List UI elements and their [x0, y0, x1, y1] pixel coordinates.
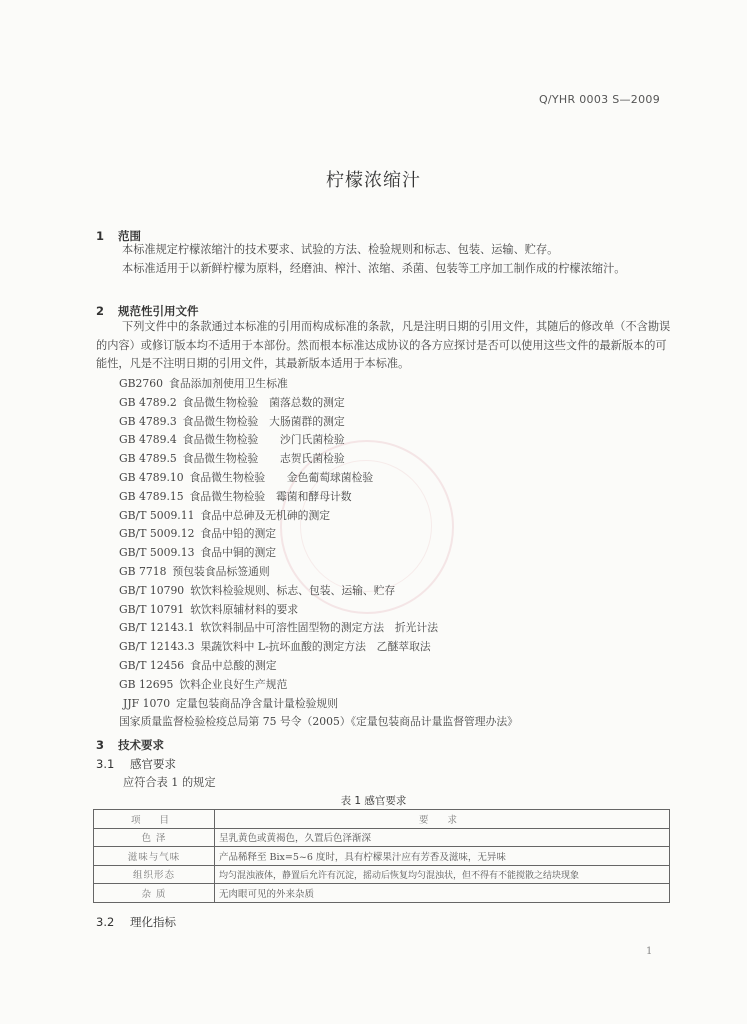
document-title: 柠檬浓缩汁 [326, 170, 421, 191]
reference-item: GB 4789.15 食品微生物检验 霉菌和酵母计数 [119, 489, 352, 503]
table-row [94, 847, 670, 866]
reference-item: GB2760 食品添加剂使用卫生标准 [119, 377, 288, 390]
section-1-paragraph-2: 本标准适用于以新鲜柠檬为原料，经磨油、榨汁、浓缩、杀菌、包装等工序加工制作成的柠檬浓缩汁。 [122, 262, 626, 275]
section-title: 理化指标 [130, 915, 176, 929]
column-header-item: 项 目 [94, 810, 215, 829]
section-number: 3.2 [96, 915, 115, 929]
table-header-row [94, 810, 670, 829]
section-number: 3.1 [96, 757, 115, 771]
section-3-1-text: 应符合表 1 的规定 [123, 776, 216, 789]
standard-code: Q/YHR 0003 S—2009 [538, 93, 660, 106]
section-title: 技术要求 [118, 738, 164, 752]
reference-item: GB 4789.2 食品微生物检验 菌落总数的测定 [119, 395, 345, 409]
reference-item: GB 7718 预包装食品标签通则 [119, 564, 270, 578]
section-title: 规范性引用文件 [118, 304, 199, 318]
section-number: 1 [96, 229, 105, 243]
section-3-2-heading [96, 914, 176, 930]
reference-item: 国家质量监督检验检疫总局第 75 号令（2005）《定量包装商品计量监督管理办法》 [119, 715, 518, 729]
section-3-1-heading [96, 756, 176, 772]
reference-item: GB 4789.5 食品微生物检验 志贺氏菌检验 [119, 452, 345, 466]
table-1-caption: 表 1 感官要求 [340, 795, 407, 807]
table-row [94, 828, 670, 847]
normative-references-list [119, 375, 518, 732]
section-2-paragraph-1: 下列文件中的条款通过本标准的引用而构成标准的条款，凡是注明日期的引用文件，其随后的修改单（不含勘误的内容）或修订版本均不适用于本部份。然而根本标准达成协议的各方应探讨是否可以使用这些文件的最新版本的可能性，凡是不注明日期的引用文件，其最新版本适用于本标准。 [96, 320, 671, 370]
reference-item: GB/T 5009.13 食品中铜的测定 [119, 546, 277, 560]
sensory-requirements-table [93, 809, 670, 903]
table-cell-item: 滋味与气味 [94, 847, 215, 866]
table-cell-requirement: 呈乳黄色或黄褐色，久置后色泽渐深 [215, 828, 670, 847]
section-title: 感官要求 [130, 757, 176, 771]
section-title: 范围 [118, 229, 141, 243]
reference-item: GB/T 5009.11 食品中总砷及无机砷的测定 [119, 508, 331, 522]
reference-item: GB 4789.4 食品微生物检验 沙门氏菌检验 [119, 433, 345, 447]
section-number: 3 [96, 738, 105, 752]
table-row [94, 884, 670, 903]
reference-item: GB 4789.10 食品微生物检验 金色葡萄球菌检验 [119, 470, 374, 484]
table-cell-requirement: 均匀混浊液体，静置后允许有沉淀，摇动后恢复均匀混浊状，但不得有不能搅散之结块现象 [215, 865, 670, 884]
reference-item: JJF 1070 定量包装商品净含量计量检验规则 [123, 696, 339, 710]
section-1-paragraph-1: 本标准规定柠檬浓缩汁的技术要求、试验的方法、检验规则和标志、包装、运输、贮存。 [122, 243, 559, 256]
table-row [94, 865, 670, 884]
reference-item: GB/T 10791 软饮料原辅材料的要求 [119, 602, 299, 616]
section-2-heading [96, 303, 199, 319]
reference-item: GB 4789.3 食品微生物检验 大肠菌群的测定 [119, 414, 345, 428]
reference-item: GB/T 12456 食品中总酸的测定 [119, 658, 277, 672]
table-cell-requirement: 产品稀释至 Bix=5~6 度时，具有柠檬果汁应有芳香及滋味，无异味 [215, 847, 670, 866]
reference-item: GB/T 10790 软饮料检验规则、标志、包装、运输、贮存 [119, 583, 396, 597]
column-header-requirement: 要 求 [215, 810, 670, 829]
section-number: 2 [96, 304, 105, 318]
table-cell-item: 色 泽 [94, 828, 215, 847]
reference-item: GB 12695 饮料企业良好生产规范 [119, 677, 288, 691]
reference-item: GB/T 12143.3 果蔬饮料中 L-抗坏血酸的测定方法 乙醚萃取法 [119, 640, 431, 654]
table-cell-item: 杂 质 [94, 884, 215, 903]
reference-item: GB/T 5009.12 食品中铅的测定 [119, 527, 277, 541]
reference-item: GB/T 12143.1 软饮料制品中可溶性固型物的测定方法 折光计法 [119, 621, 439, 635]
table-cell-item: 组织形态 [94, 865, 215, 884]
section-3-heading [96, 737, 164, 753]
page-number: 1 [646, 946, 653, 957]
table-cell-requirement: 无肉眼可见的外来杂质 [215, 884, 670, 903]
